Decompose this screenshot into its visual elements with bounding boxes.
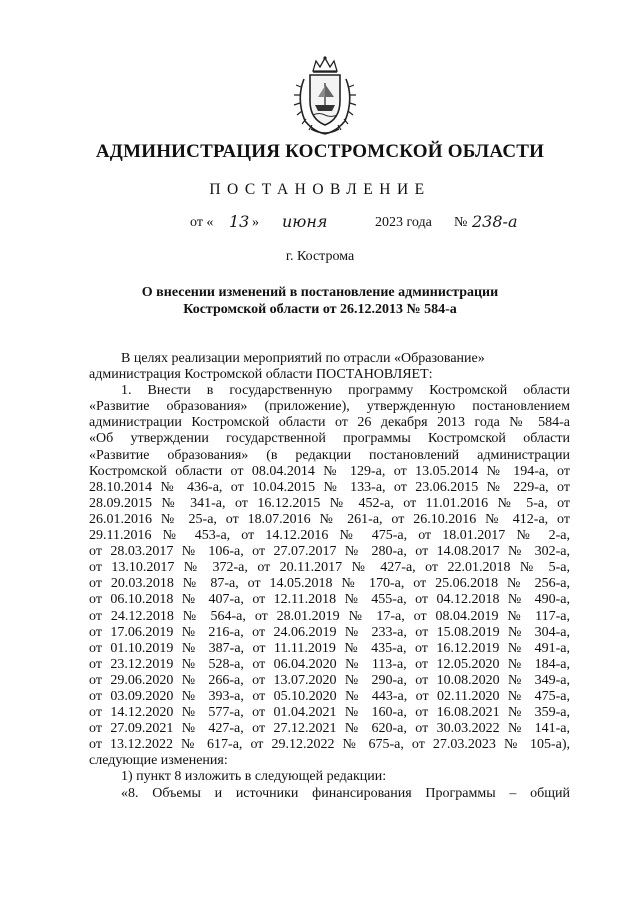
body-line: Костромской области от 08.04.2014 № 129-а, от 13.05.2014 № 194-а, от (89, 463, 570, 479)
date-day-handwritten: 13 (229, 212, 250, 231)
document-title (100, 284, 540, 318)
date-day-close: » (252, 215, 259, 230)
body-line: 1) пункт 8 изложить в следующей редакции: (121, 769, 387, 785)
body-line: «Развитие образования» (в редакции постановлений администрации (89, 447, 570, 463)
body-line: 26.01.2016 № 25-а, от 18.07.2016 № 261-а, от 26.10.2016 № 412-а, от (89, 511, 570, 527)
body-line: от 28.03.2017 № 106-а, от 27.07.2017 № 280-а, от 14.08.2017 № 302-а, (89, 544, 570, 560)
document-type-heading: ПОСТАНОВЛЕНИЕ (209, 181, 431, 198)
date-year: 2023 года (375, 215, 432, 230)
body-line: от 20.03.2018 № 87-а, от 14.05.2018 № 170-а, от 25.06.2018 № 256-а, (89, 576, 570, 592)
document-number-handwritten: 238-а (472, 212, 518, 231)
body-line: администрации Костромской области от 26 декабря 2013 года № 584-а (89, 415, 570, 431)
body-line: от 23.12.2019 № 528-а, от 06.04.2020 № 113-а, от 12.05.2020 № 184-а, (89, 656, 570, 672)
body-line: следующие изменения: (89, 753, 228, 769)
body-line: «Об утверждении государственной программы Костромской области (89, 431, 570, 447)
body-line: В целях реализации мероприятий по отрасли «Образование» (121, 351, 485, 366)
body-line: «8. Объемы и источники финансирования Программы – общий (121, 785, 570, 801)
body-line: 29.11.2016 № 453-а, от 14.12.2016 № 475-а, от 18.01.2017 № 2-а, (89, 528, 570, 544)
body-line: «Развитие образования» (приложение), утвержденную постановлением (89, 399, 570, 415)
date-prefix: от « (190, 215, 214, 230)
document-body (89, 351, 570, 802)
title-line-1: О внесении изменений в постановление администрации (141, 285, 499, 300)
body-line: от 27.09.2021 № 427-а, от 27.12.2021 № 620-а, от 30.03.2022 № 141-а, (89, 721, 570, 737)
body-line: 28.10.2014 № 436-а, от 10.04.2015 № 133-а, от 23.06.2015 № 229-а, от (89, 479, 570, 495)
body-line: от 29.06.2020 № 266-а, от 13.07.2020 № 290-а, от 10.08.2020 № 349-а, (89, 672, 570, 688)
date-month-handwritten: июня (282, 212, 328, 231)
body-line: от 13.10.2017 № 372-а, от 20.11.2017 № 427-а, от 22.01.2018 № 5-а, (89, 560, 570, 576)
body-line: 28.09.2015 № 341-а, от 16.12.2015 № 452-а, от 11.01.2016 № 5-а, от (89, 495, 570, 511)
body-line: администрация Костромской области ПОСТАНОВЛЯЕТ: (89, 367, 433, 383)
body-line: от 14.12.2020 № 577-а, от 01.04.2021 № 160-а, от 16.08.2021 № 359-а, (89, 705, 570, 721)
title-line-2: Костромской области от 26.12.2013 № 584-а (183, 302, 457, 317)
coat-of-arms-emblem (291, 55, 359, 137)
body-line: от 06.10.2018 № 407-а, от 12.11.2018 № 455-а, от 04.12.2018 № 490-а, (89, 592, 570, 608)
body-line: 1. Внести в государственную программу Костромской области (121, 383, 570, 399)
city-line: г. Кострома (285, 249, 355, 264)
body-line: от 13.12.2022 № 617-а, от 29.12.2022 № 675-а, от 27.03.2023 № 105-а), (89, 737, 570, 753)
body-line: от 01.10.2019 № 387-а, от 11.11.2019 № 435-а, от 16.12.2019 № 491-а, (89, 640, 570, 656)
number-sign: № (454, 215, 468, 230)
body-line: от 24.12.2018 № 564-а, от 28.01.2019 № 17-а, от 08.04.2019 № 117-а, (89, 608, 570, 624)
body-line: от 17.06.2019 № 216-а, от 24.06.2019 № 233-а, от 15.08.2019 № 304-а, (89, 624, 570, 640)
body-line: от 03.09.2020 № 393-а, от 05.10.2020 № 443-а, от 02.11.2020 № 475-а, (89, 688, 570, 704)
organization-heading: АДМИНИСТРАЦИЯ КОСТРОМСКОЙ ОБЛАСТИ (95, 141, 545, 162)
